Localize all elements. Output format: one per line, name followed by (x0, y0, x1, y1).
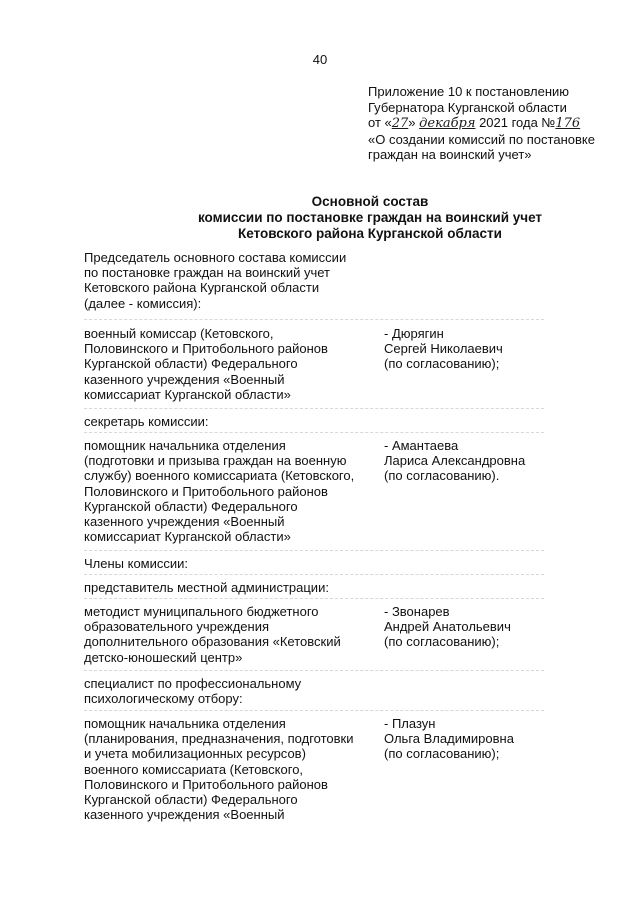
entry-7-left: методист муниципального бюджетного образовательного учреждения дополнительного образования «Кетовский детско-юношеский центр» (84, 604, 341, 665)
appendix-block (368, 84, 595, 163)
entry-9-right: - Плазун Ольга Владимировна (по согласованию); (384, 716, 514, 762)
date-prefix: от « (368, 115, 392, 130)
date-year: 2021 года № (475, 115, 556, 130)
divider (84, 710, 544, 711)
divider (84, 598, 544, 599)
divider (84, 408, 544, 409)
entry-6-left: представитель местной администрации: (84, 580, 329, 595)
page-number: 40 (312, 52, 328, 67)
appendix-line-1: Приложение 10 к постановлению (368, 84, 570, 99)
divider (84, 432, 544, 433)
heading-line-1: Основной состав (311, 194, 429, 209)
divider (84, 319, 544, 320)
entry-3-left: секретарь комиссии: (84, 414, 209, 429)
entry-7-right: - Звонарев Андрей Анатольевич (по согласованию); (384, 604, 511, 650)
appendix-line-2: Губернатора Курганской области (368, 99, 567, 115)
divider (84, 670, 544, 671)
handwritten-day: 27 (391, 116, 409, 131)
appendix-line-5: граждан на воинский учет» (368, 147, 532, 162)
entry-1-left: Председатель основного состава комиссии по постановке граждан на воинский учет Кетовского района Курганской области (далее - комиссия): (84, 250, 347, 311)
date-mid: » (408, 115, 420, 130)
divider (84, 574, 544, 575)
entry-2-right: - Дюрягин Сергей Николаевич (по согласованию); (384, 326, 503, 372)
handwritten-number: 176 (555, 116, 581, 131)
entry-4-left: помощник начальника отделения (подготовки и призыва граждан на военную службу) военного комиссариата (Кетовского, Половинского и Притобольного районов Курганской области) Федерального казенного учреждения «Военный комиссариат Курганской области» (84, 438, 355, 545)
heading-line-3: Кетовского района Курганской области (238, 226, 502, 241)
entry-2-left: военный комиссар (Кетовского, Половинского и Притобольного районов Курганской области) Федерального казенного учреждения «Военный комиссариат Курганской области» (84, 326, 328, 402)
appendix-line-4: «О создании комиссий по постановке (368, 131, 595, 147)
document-heading (0, 194, 640, 242)
entry-5-left: Члены комиссии: (84, 556, 189, 571)
divider (84, 550, 544, 551)
entry-8-left: специалист по профессиональному психологическому отбору: (84, 676, 302, 707)
heading-line-2: комиссии по постановке граждан на воинский учет (197, 210, 543, 225)
appendix-date-line (368, 115, 595, 132)
handwritten-month: декабря (419, 116, 476, 131)
entry-9-left: помощник начальника отделения (планирования, предназначения, подготовки и учета мобилизационных ресурсов) военного комиссариата (Кетовского, Половинского и Притобольного районов Курганской области) Федерального казенного учреждения «Военный (84, 716, 354, 823)
entry-4-right: - Амантаева Лариса Александровна (по согласованию). (384, 438, 526, 484)
